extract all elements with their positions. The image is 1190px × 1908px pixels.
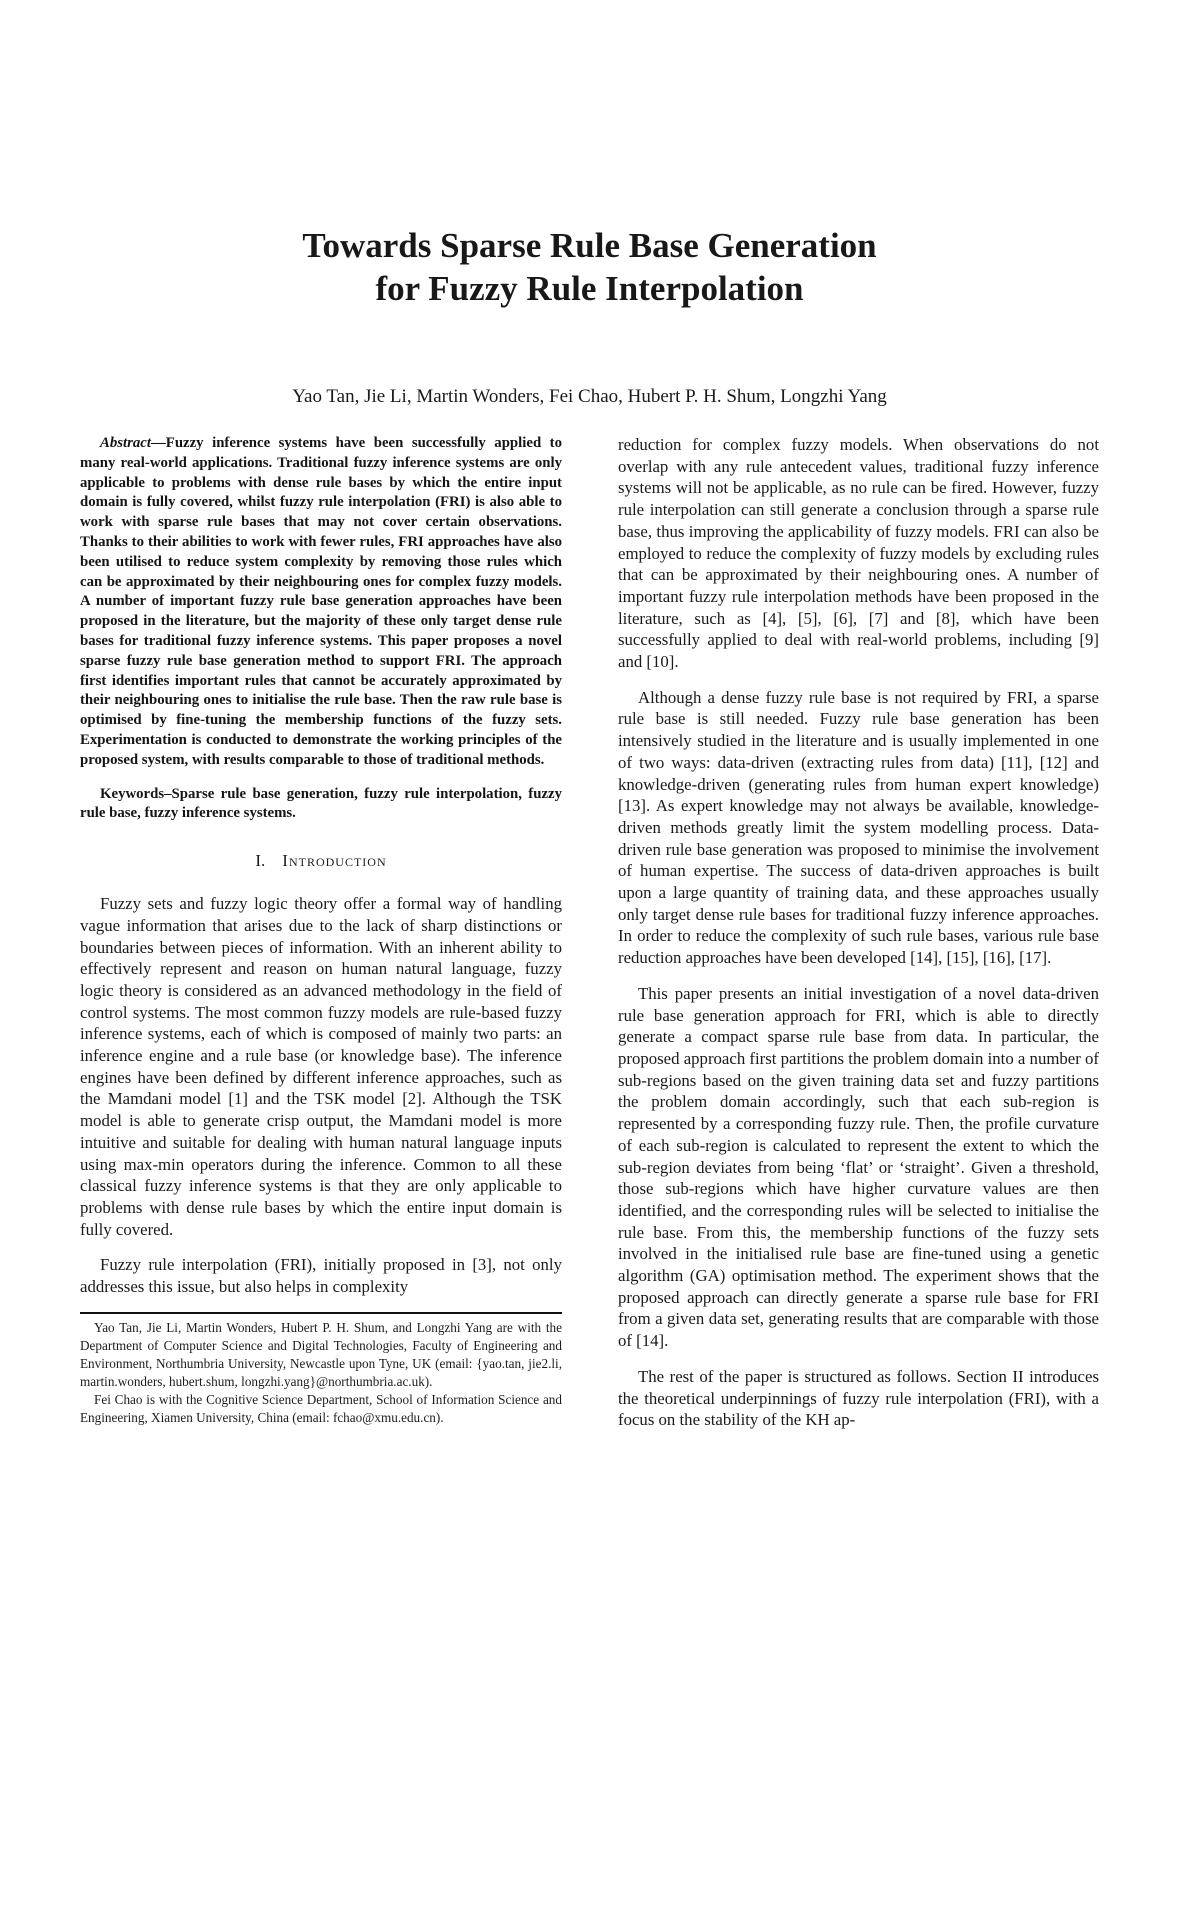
- paper-title-line2: for Fuzzy Rule Interpolation: [375, 269, 804, 308]
- intro-paragraph-2: Fuzzy rule interpolation (FRI), initially proposed in [3], not only addresses this issue, but also helps in complexity: [80, 1255, 562, 1297]
- keywords-paragraph: [80, 785, 562, 825]
- author-line: Yao Tan, Jie Li, Martin Wonders, Fei Chao, Hubert P. H. Shum, Longzhi Yang: [292, 386, 887, 407]
- footnote-paragraph-1: Yao Tan, Jie Li, Martin Wonders, Hubert P. H. Shum, and Longzhi Yang are with the Department of Computer Science and Digital Technologies, Faculty of Engineering and Environment, Northumbria University, Newcastle upon Tyne, UK (email: {yao.tan, jie2.li, martin.wonders, hubert.shum, longzhi.yang}@northumbria.ac.uk).: [80, 1319, 562, 1389]
- introduction-text-left: [80, 893, 562, 1298]
- right-paragraph-1: reduction for complex fuzzy models. When observations do not overlap with any rule antecedent values, traditional fuzzy inference systems will not be applicable, as no rule can be fired. However, fuzzy rule interpolation can still generate a conclusion through a sparse rule base, thus improving the applicability of fuzzy models. FRI can also be employed to reduce the complexity of fuzzy models by excluding rules that can be approximated by their neighbouring ones. A number of important fuzzy rule interpolation methods have been proposed in the literature, such as [4], [5], [6], [7] and [8], which have been successfully applied to deal with real-world problems, including [9] and [10].: [618, 435, 1099, 672]
- keywords-label: Keywords: [100, 785, 165, 802]
- paper-title-line1: Towards Sparse Rule Base Generation: [302, 226, 877, 265]
- right-paragraph-2: Although a dense fuzzy rule base is not required by FRI, a sparse rule base is still needed. Fuzzy rule base generation has been intensively studied in the literature and is usually implemented in one of two ways: data-driven (extracting rules from data) [11], [12] and knowledge-driven (generating rules from human expert knowledge) [13]. As expert knowledge may not always be available, knowledge-driven methods greatly limit the system modelling process. Data-driven rule base generation was proposed to minimise the involvement of human expertise. The success of data-driven approaches is built upon a large quantity of training data, and these approaches usually only target dense rule bases for traditional fuzzy inference approaches. In order to reduce the complexity of such rule bases, various rule base reduction approaches have been developed [14], [15], [16], [17].: [618, 687, 1099, 968]
- right-paragraph-3: This paper presents an initial investigation of a novel data-driven rule base generation approach for FRI, which is able to directly generate a compact sparse rule base from data. In particular, the proposed approach first partitions the problem domain into a number of sub-regions based on the given training data set and fuzzy partitions the problem domain accordingly, such that each sub-region is represented by a corresponding fuzzy rule. Then, the profile curvature of each sub-region is calculated to represent the extent to which the sub-region deviates from being ‘flat’ or ‘straight’. Given a threshold, those sub-regions which have higher curvature values are then identified, and the corresponding rules will be selected to initialise the rule base. From this, the membership functions of the fuzzy sets involved in the initialised rule base are fine-tuned using a genetic algorithm (GA) optimisation method. The experiment shows that the proposed approach can directly generate a sparse rule base for FRI from a given data set, generating results that are comparable with those of [14].: [618, 983, 1099, 1351]
- intro-paragraph-1: Fuzzy sets and fuzzy logic theory offer a formal way of handling vague information that arises due to the lack of sharp distinctions or boundaries between pieces of information. With an inherent ability to effectively represent and reason on human natural language, fuzzy logic theory is considered as an advanced methodology in the field of control systems. The most common fuzzy models are rule-based fuzzy inference systems, each of which is composed of mainly two parts: an inference engine and a rule base (or knowledge base). The inference engines have been defined by different inference approaches, such as the Mamdani model [1] and the TSK model [2]. Although the TSK model is able to generate crisp output, the Mamdani model is more intuitive and suitable for dealing with human natural language inputs using max-min operators during the inference. Common to all these classical fuzzy inference systems is that they are only applicable to problems with dense rule bases by which the entire input domain is fully covered.: [80, 894, 562, 1239]
- abstract-paragraph: [80, 434, 562, 771]
- section-title: Introduction: [282, 851, 387, 871]
- keywords-text: –Sparse rule base generation, fuzzy rule interpolation, fuzzy rule base, fuzzy inference systems.: [80, 785, 562, 822]
- right-paragraph-4: The rest of the paper is structured as follows. Section II introduces the theoretical underpinnings of fuzzy rule interpolation (FRI), with a focus on the stability of the KH ap-: [618, 1366, 1099, 1430]
- two-column-body: [80, 434, 1099, 1445]
- left-column: [80, 434, 562, 1445]
- section-heading-introduction: [80, 850, 562, 872]
- abstract-text: —Fuzzy inference systems have been successfully applied to many real-world applications. Traditional fuzzy inference systems are only applicable to problems with dense rule bases by which the entire input domain is fully covered, whilst fuzzy rule interpolation (FRI) is also able to work with sparse rule bases that may not cover certain observations. Thanks to their abilities to work with fewer rules, FRI approaches have also been utilised to reduce system complexity by removing those rules which can be approximated by their neighbouring ones for complex fuzzy models. A number of important fuzzy rule base generation approaches have been proposed in the literature, but the majority of these only target dense rule bases for traditional fuzzy inference systems. This paper proposes a novel sparse fuzzy rule base generation method to support FRI. The approach first identifies important rules that cannot be accurately approximated by their neighbouring ones to initialise the rule base. Then the raw rule base is optimised by fine-tuning the membership functions of the fuzzy sets. Experimentation is conducted to demonstrate the working principles of the proposed system, with results comparable to those of traditional methods.: [80, 435, 562, 768]
- author-footnote: [80, 1312, 562, 1427]
- abstract-label: Abstract: [100, 435, 151, 451]
- paper-page: [0, 224, 1190, 1908]
- right-column: [618, 434, 1099, 1445]
- paper-title: [80, 224, 1099, 310]
- footnote-paragraph-2: Fei Chao is with the Cognitive Science Department, School of Information Science and Engineering, Xiamen University, China (email: fchao@xmu.edu.cn).: [80, 1391, 562, 1425]
- section-number: I.: [255, 851, 266, 871]
